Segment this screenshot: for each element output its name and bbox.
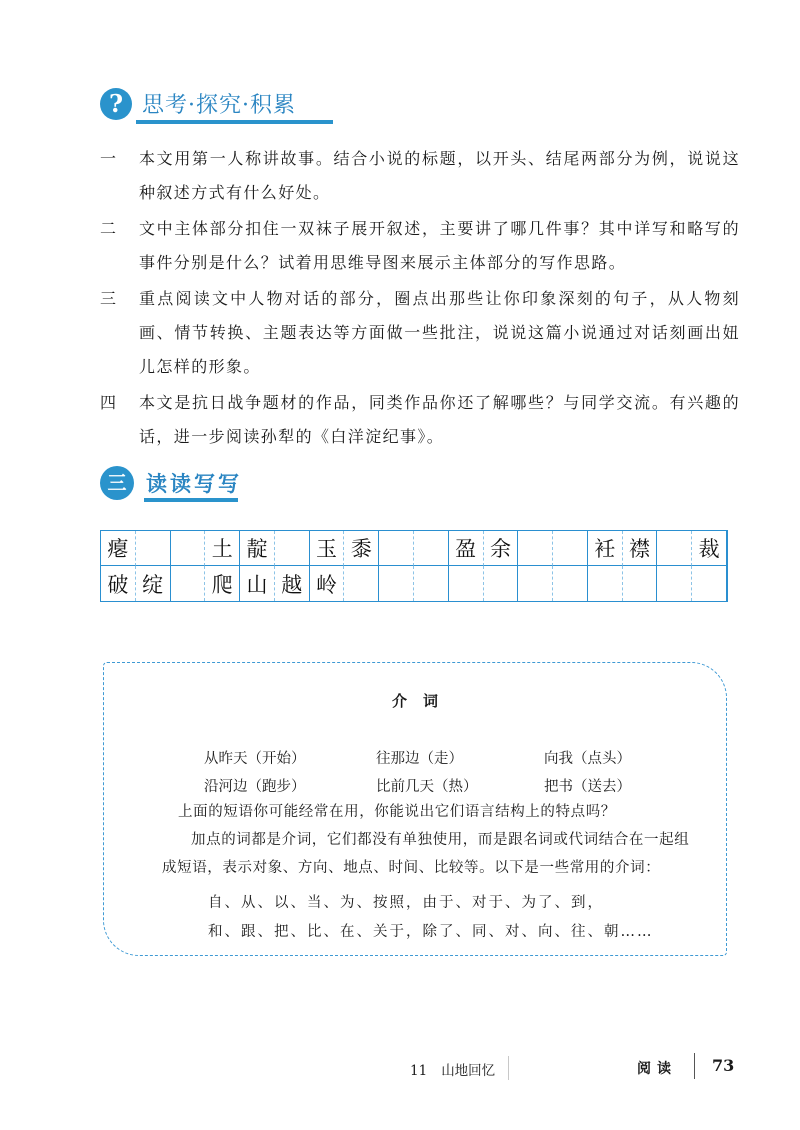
grid-cell: 越 bbox=[275, 566, 310, 601]
grid-cell bbox=[344, 566, 379, 601]
question-list bbox=[100, 142, 740, 456]
grid-cell: 爬 bbox=[205, 566, 240, 601]
grid-cell bbox=[449, 566, 484, 601]
section-title: 读读写写 bbox=[146, 471, 242, 496]
page-number: 73 bbox=[712, 1056, 735, 1075]
title-underline bbox=[144, 498, 238, 502]
grid-cell: 土 bbox=[205, 531, 240, 566]
example-phrase: 比前几天（热） bbox=[376, 779, 478, 795]
grid-cell: 玉 bbox=[310, 531, 345, 566]
grid-cell bbox=[414, 531, 449, 566]
footer-divider bbox=[694, 1053, 695, 1079]
grid-cell: 襟 bbox=[623, 531, 658, 566]
grid-cell bbox=[379, 531, 414, 566]
grid-cell bbox=[171, 531, 206, 566]
grid-cell bbox=[379, 566, 414, 601]
knowledge-paragraph: 加点的词都是介词，它们都没有单独使用，而是跟名词或代词结合在一起组成短语，表示对象、方向、地点、时间、比较等。以下是一些常用的介词： bbox=[162, 832, 690, 876]
knowledge-box-prepositions bbox=[103, 662, 727, 956]
title-underline bbox=[136, 120, 333, 124]
grid-cell bbox=[623, 566, 658, 601]
knowledge-box-title: 介词 bbox=[391, 692, 454, 710]
grid-cell: 绽 bbox=[136, 566, 171, 601]
question-item bbox=[100, 386, 740, 454]
grid-cell: 瘪 bbox=[101, 531, 136, 566]
grid-cell: 破 bbox=[101, 566, 136, 601]
example-phrase: 从昨天（开始） bbox=[204, 751, 306, 767]
grid-cell bbox=[553, 531, 588, 566]
grid-cell: 山 bbox=[240, 566, 275, 601]
grid-cell bbox=[588, 566, 623, 601]
grid-cell bbox=[518, 566, 553, 601]
grid-cell: 余 bbox=[484, 531, 519, 566]
grid-cell: 裁 bbox=[692, 531, 727, 566]
question-item bbox=[100, 282, 740, 384]
unit-category: 阅读 bbox=[637, 1061, 677, 1077]
character-practice-grid bbox=[100, 530, 728, 602]
grid-cell bbox=[657, 566, 692, 601]
question-number: 二 bbox=[100, 219, 117, 238]
grid-cell bbox=[657, 531, 692, 566]
grid-cell bbox=[275, 531, 310, 566]
grid-cell bbox=[553, 566, 588, 601]
question-text: 重点阅读文中人物对话的部分，圈点出那些让你印象深刻的句子，从人物刻画、情节转换、主题表达等方面做一些批注，说说这篇小说通过对话刻画出妞儿怎样的形象。 bbox=[139, 289, 740, 376]
grid-cell: 黍 bbox=[344, 531, 379, 566]
lesson-label bbox=[410, 1059, 495, 1079]
grid-cell: 岭 bbox=[310, 566, 345, 601]
question-text: 文中主体部分扣住一双袜子展开叙述，主要讲了哪几件事？其中详写和略写的事件分别是什么？试着用思维导图来展示主体部分的写作思路。 bbox=[139, 219, 740, 272]
question-item bbox=[100, 142, 740, 210]
section-title: 思考·探究·积累 bbox=[142, 93, 296, 118]
lesson-title: 山地回忆 bbox=[441, 1063, 496, 1079]
footer-divider bbox=[508, 1056, 509, 1080]
example-phrase: 往那边（走） bbox=[376, 751, 463, 767]
grid-cell bbox=[518, 531, 553, 566]
grid-cell bbox=[414, 566, 449, 601]
knowledge-paragraph: 上面的短语你可能经常在用，你能说出它们语言结构上的特点吗？ bbox=[178, 804, 616, 820]
question-mark-icon: ? bbox=[100, 88, 132, 120]
question-number: 一 bbox=[100, 149, 117, 168]
question-text: 本文是抗日战争题材的作品，同类作品你还了解哪些？与同学交流。有兴趣的话，进一步阅读孙犁的《白洋淀纪事》。 bbox=[139, 393, 740, 446]
grid-cell bbox=[171, 566, 206, 601]
example-phrase: 向我（点头） bbox=[544, 751, 631, 767]
preposition-list: 自、从、以、当、为、按照，由于、对于、为了、到， bbox=[208, 895, 604, 911]
grid-cell: 盈 bbox=[449, 531, 484, 566]
grid-cell bbox=[692, 566, 727, 601]
question-number: 四 bbox=[100, 393, 117, 412]
lesson-number: 11 bbox=[410, 1063, 428, 1079]
preposition-list: 和、跟、把、比、在、关于，除了、同、对、向、往、朝…… bbox=[208, 924, 654, 940]
grid-cell bbox=[484, 566, 519, 601]
question-text: 本文用第一人称讲故事。结合小说的标题，以开头、结尾两部分为例，说说这种叙述方式有什么好处。 bbox=[139, 149, 740, 202]
grid-cell: 靛 bbox=[240, 531, 275, 566]
section-number-icon: 三 bbox=[100, 466, 134, 500]
example-phrase: 沿河边（跑步） bbox=[204, 779, 306, 795]
example-phrase: 把书（送去） bbox=[544, 779, 631, 795]
question-number: 三 bbox=[100, 289, 117, 308]
grid-cell bbox=[136, 531, 171, 566]
grid-cell: 衽 bbox=[588, 531, 623, 566]
question-item bbox=[100, 212, 740, 280]
